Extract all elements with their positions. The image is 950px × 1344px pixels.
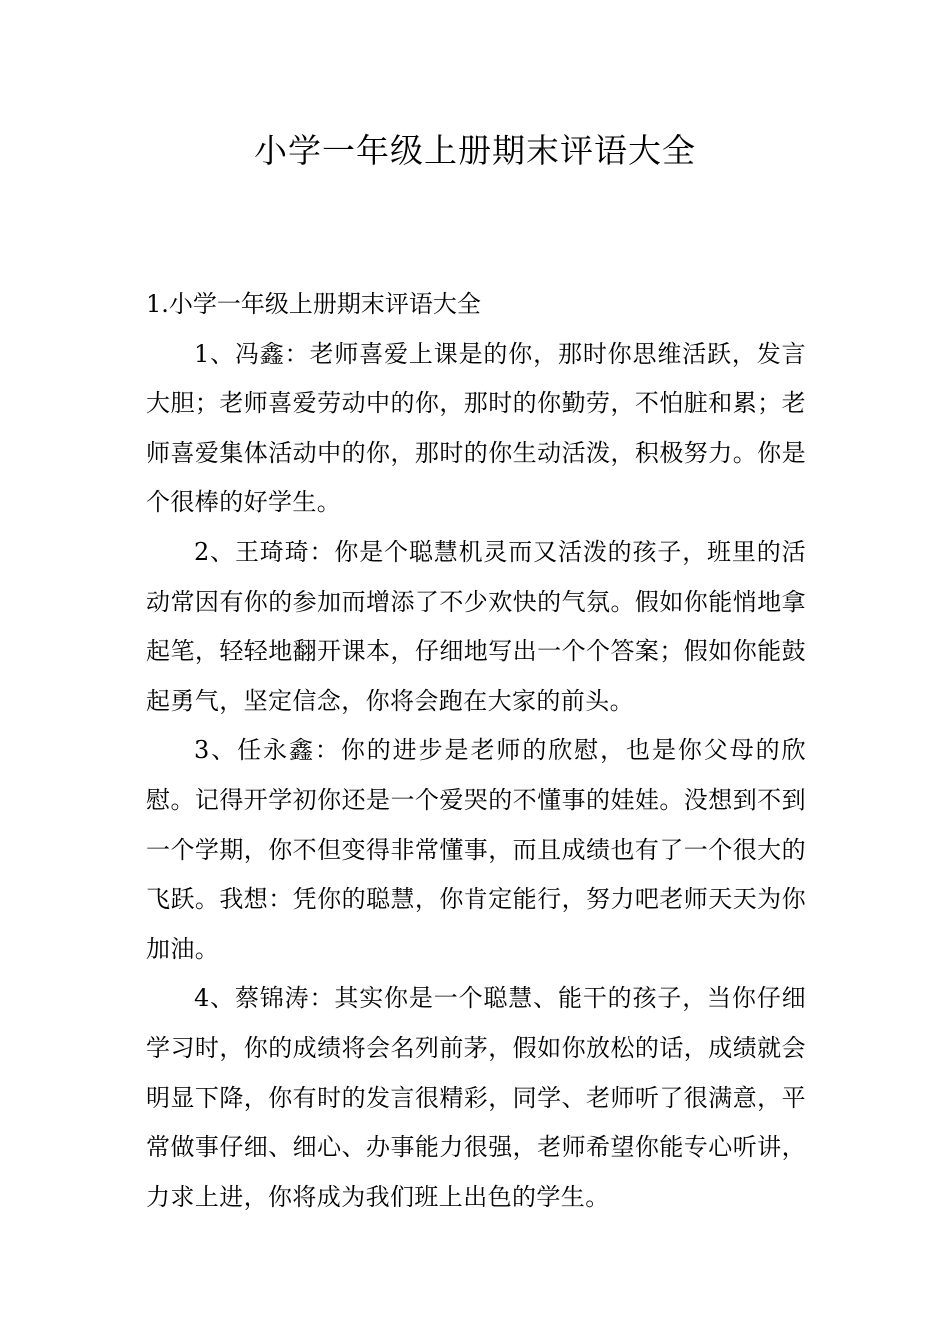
comment-paragraph-2: 2、王琦琦：你是个聪慧机灵而又活泼的孩子，班里的活动常因有你的参加而增添了不少欢快的气氛。假如你能悄地拿起笔，轻轻地翻开课本，仔细地写出一个个答案；假如你能鼓起勇气，坚定信念，你将会跑在大家的前头。	[146, 537, 806, 715]
document-body	[146, 280, 806, 1222]
section-heading: 1.小学一年级上册期末评语大全	[146, 290, 481, 318]
comment-paragraph-1: 1、冯鑫：老师喜爱上课是的你，那时你思维活跃，发言大胆；老师喜爱劳动中的你，那时的你勤劳，不怕脏和累；老师喜爱集体活动中的你，那时的你生动活泼，积极努力。你是个很棒的好学生。	[146, 339, 806, 517]
comment-paragraph-3: 3、任永鑫：你的进步是老师的欣慰，也是你父母的欣慰。记得开学初你还是一个爱哭的不懂事的娃娃。没想到不到一个学期，你不但变得非常懂事，而且成绩也有了一个很大的飞跃。我想：凭你的聪慧，你肯定能行，努力吧老师天天为你加油。	[146, 736, 806, 963]
document-title: 小学一年级上册期末评语大全	[254, 131, 696, 170]
comment-paragraph-4: 4、蔡锦涛：其实你是一个聪慧、能干的孩子，当你仔细学习时，你的成绩将会名列前茅，假如你放松的话，成绩就会明显下降，你有时的发言很精彩，同学、老师听了很满意，平常做事仔细、细心、办事能力很强，老师希望你能专心听讲，力求上进，你将成为我们班上出色的学生。	[146, 984, 806, 1211]
